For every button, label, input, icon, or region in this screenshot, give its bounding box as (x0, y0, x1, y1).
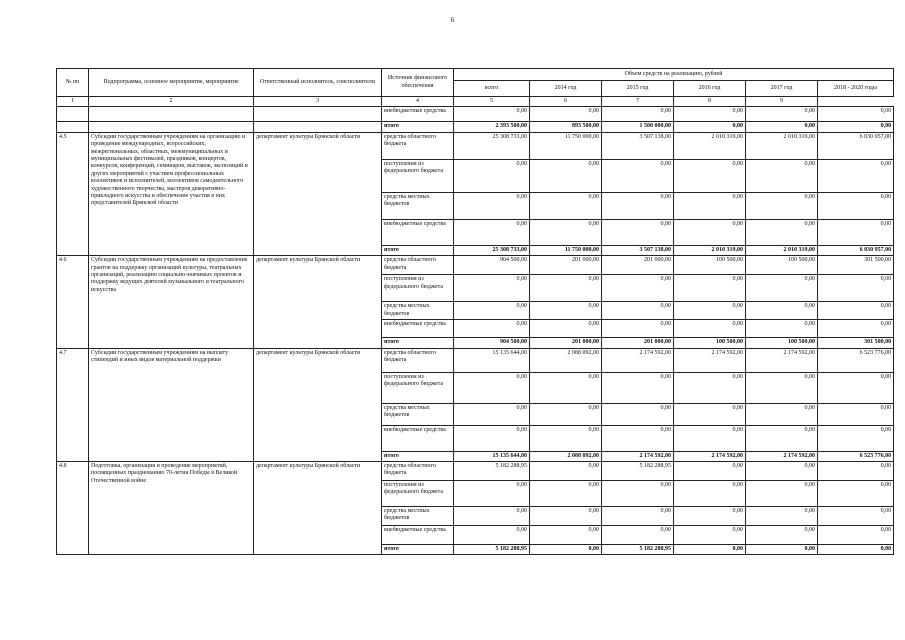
value-cell: 0,00 (454, 192, 530, 219)
value-cell: 0,00 (530, 462, 602, 481)
value-cell: 0,00 (530, 219, 602, 245)
table-row (57, 132, 894, 159)
item-executor: департамент культуры Брянской области (254, 256, 382, 348)
value-cell: 0,00 (454, 159, 530, 192)
value-cell: 0,00 (818, 302, 894, 320)
value-cell: 0,00 (818, 545, 894, 555)
value-cell: 0,00 (602, 372, 674, 403)
value-cell: 0,00 (530, 275, 602, 302)
value-cell: 6 523 776,00 (818, 451, 894, 461)
value-cell: 3 507 138,00 (602, 245, 674, 255)
item-number: 4.7 (57, 348, 89, 461)
value-cell: 5 182 288,95 (454, 462, 530, 481)
value-cell: 0,00 (454, 507, 530, 526)
value-cell: 2 088 092,00 (530, 348, 602, 372)
value-cell: 0,00 (602, 275, 674, 302)
value-cell: 0,00 (746, 481, 818, 507)
index-cell: 3 (254, 97, 382, 107)
value-cell: 0,00 (818, 320, 894, 338)
header-exec: Ответственный исполнитель, соисполнители (254, 69, 382, 97)
value-cell: 0,00 (818, 275, 894, 302)
index-cell: 9 (746, 97, 818, 107)
value-cell: 5 182 288,95 (602, 545, 674, 555)
value-cell: 0,00 (530, 481, 602, 507)
index-cell: 1 (57, 97, 89, 107)
value-cell: 0,00 (602, 219, 674, 245)
header-num: № пп (57, 69, 89, 97)
source-cell: средства областного бюджета (382, 348, 454, 372)
value-cell: 0,00 (818, 526, 894, 545)
value-cell: 301 500,00 (818, 256, 894, 275)
value-cell: 0,00 (454, 481, 530, 507)
table-row (57, 256, 894, 275)
value-cell: 2 088 092,00 (530, 451, 602, 461)
header-volume: Объем средств на реализацию, рублей (454, 69, 894, 81)
value-cell: 1 500 000,00 (602, 122, 674, 132)
item-name: Субсидии государственным учреждениям на организацию и проведение международных, всероссийских, межрегиональных, областных, межмуниципальных и муниципальных фестивалей, праздников, концертов, конкурсов, конференций, семинаров, выставок, экспозиций и других мероприятий с участием профессиональных коллективов и исполнителей, коллективов самодеятельного художественного творчества, мастеров декоративно-прикладного искусства и обеспечение участия в них представителей Брянской области (89, 132, 254, 255)
value-cell: 0,00 (818, 192, 894, 219)
value-cell: 201 000,00 (602, 256, 674, 275)
value-cell: 2 393 500,00 (454, 122, 530, 132)
value-cell: 0,00 (530, 107, 602, 122)
value-cell: 0,00 (818, 403, 894, 425)
value-cell: 0,00 (602, 403, 674, 425)
value-cell: 15 135 644,00 (454, 451, 530, 461)
index-cell: 2 (89, 97, 254, 107)
value-cell: 100 500,00 (674, 256, 746, 275)
value-cell: 0,00 (454, 425, 530, 451)
source-cell: средства местных бюджетов (382, 302, 454, 320)
index-cell: 5 (454, 97, 530, 107)
value-cell: 0,00 (746, 425, 818, 451)
value-cell: 0,00 (674, 462, 746, 481)
source-cell: поступления из федерального бюджета (382, 159, 454, 192)
value-cell: 2 174 592,00 (602, 451, 674, 461)
value-cell: 0,00 (818, 107, 894, 122)
value-cell: 0,00 (818, 507, 894, 526)
source-cell: итого (382, 245, 454, 255)
source-cell: внебюджетные средства (382, 219, 454, 245)
budget-table (56, 68, 894, 555)
value-cell: 0,00 (602, 192, 674, 219)
value-cell: 11 750 000,00 (530, 245, 602, 255)
value-cell: 0,00 (746, 545, 818, 555)
source-cell: поступления из федерального бюджета (382, 481, 454, 507)
value-cell: 0,00 (454, 320, 530, 338)
value-cell: 0,00 (454, 219, 530, 245)
value-cell: 0,00 (818, 372, 894, 403)
header-2017: 2017 год (746, 81, 818, 97)
value-cell: 100 500,00 (674, 338, 746, 348)
value-cell: 201 000,00 (602, 338, 674, 348)
value-cell: 0,00 (746, 507, 818, 526)
value-cell: 0,00 (674, 159, 746, 192)
value-cell: 0,00 (454, 275, 530, 302)
value-cell: 0,00 (674, 526, 746, 545)
source-cell: средства областного бюджета (382, 256, 454, 275)
header-2015: 2015 год (602, 81, 674, 97)
value-cell: 0,00 (530, 192, 602, 219)
value-cell: 0,00 (530, 159, 602, 192)
value-cell: 0,00 (674, 403, 746, 425)
value-cell: 201 000,00 (530, 256, 602, 275)
value-cell: 0,00 (746, 302, 818, 320)
value-cell: 0,00 (530, 545, 602, 555)
item-name: Субсидии государственным учреждениям на предоставление грантов на поддержку организаций культуры, театральных организаций, реализацию социально-значимых проектов и поддержку ведущих деятелей музыкального и театрального искусства (89, 256, 254, 348)
index-cell: 6 (530, 97, 602, 107)
value-cell: 0,00 (530, 302, 602, 320)
value-cell: 0,00 (530, 425, 602, 451)
value-cell: 0,00 (746, 192, 818, 219)
index-row (57, 97, 894, 107)
source-cell: внебюджетные средства (382, 425, 454, 451)
value-cell: 2 010 319,00 (746, 245, 818, 255)
value-cell: 0,00 (746, 107, 818, 122)
table-row (57, 107, 894, 122)
value-cell: 2 010 319,00 (746, 132, 818, 159)
value-cell: 0,00 (746, 403, 818, 425)
value-cell: 100 500,00 (746, 256, 818, 275)
index-cell: 8 (674, 97, 746, 107)
header-2016: 2016 год (674, 81, 746, 97)
value-cell: 2 010 319,00 (674, 132, 746, 159)
value-cell: 0,00 (530, 403, 602, 425)
header-total: всего (454, 81, 530, 97)
source-cell: средства местных бюджетов (382, 507, 454, 526)
value-cell: 2 174 592,00 (746, 451, 818, 461)
value-cell: 0,00 (674, 320, 746, 338)
value-cell: 904 500,00 (454, 256, 530, 275)
item-name: Подготовка, организация и проведение мероприятий, посвященных празднованию 70-летия Победы в Великой Отечественной войне (89, 462, 254, 555)
item-number: 4.5 (57, 132, 89, 255)
value-cell: 0,00 (818, 425, 894, 451)
item-number: 4.8 (57, 462, 89, 555)
item-name: Субсидии государственным учреждениям на выплату стипендий и иных видов материальной поддержки (89, 348, 254, 461)
value-cell: 15 135 644,00 (454, 348, 530, 372)
header-source: Источник финансового обеспечения (382, 69, 454, 97)
source-cell: поступления из федерального бюджета (382, 275, 454, 302)
source-cell: итого (382, 338, 454, 348)
value-cell: 6 030 957,00 (818, 245, 894, 255)
value-cell: 0,00 (602, 302, 674, 320)
value-cell: 0,00 (818, 122, 894, 132)
table-row (57, 462, 894, 481)
item-executor: департамент культуры Брянской области (254, 132, 382, 255)
source-cell: итого (382, 451, 454, 461)
source-cell: итого (382, 545, 454, 555)
value-cell: 2 174 592,00 (674, 451, 746, 461)
source-cell: поступления из федерального бюджета (382, 372, 454, 403)
source-cell: внебюджетные средства (382, 320, 454, 338)
value-cell: 5 182 288,95 (454, 545, 530, 555)
value-cell: 0,00 (674, 425, 746, 451)
table-row (57, 348, 894, 372)
source-cell: средства местных бюджетов (382, 192, 454, 219)
source-cell: внебюджетные средства (382, 107, 454, 122)
value-cell: 0,00 (674, 545, 746, 555)
header-2014: 2014 год (530, 81, 602, 97)
value-cell: 0,00 (818, 219, 894, 245)
value-cell: 0,00 (746, 219, 818, 245)
value-cell: 0,00 (602, 425, 674, 451)
value-cell: 0,00 (530, 320, 602, 338)
value-cell: 0,00 (602, 507, 674, 526)
value-cell: 0,00 (602, 159, 674, 192)
value-cell: 301 500,00 (818, 338, 894, 348)
value-cell: 0,00 (674, 192, 746, 219)
value-cell: 0,00 (674, 302, 746, 320)
item-executor: департамент культуры Брянской области (254, 348, 382, 461)
value-cell: 0,00 (746, 122, 818, 132)
source-cell: итого (382, 122, 454, 132)
value-cell: 0,00 (818, 159, 894, 192)
value-cell: 0,00 (746, 275, 818, 302)
value-cell: 0,00 (746, 526, 818, 545)
value-cell: 0,00 (602, 526, 674, 545)
value-cell: 2 174 592,00 (602, 348, 674, 372)
value-cell: 25 308 733,00 (454, 132, 530, 159)
value-cell: 0,00 (602, 107, 674, 122)
value-cell: 0,00 (454, 372, 530, 403)
value-cell: 0,00 (818, 462, 894, 481)
value-cell: 0,00 (818, 481, 894, 507)
value-cell: 0,00 (674, 122, 746, 132)
value-cell: 201 000,00 (530, 338, 602, 348)
source-cell: средства областного бюджета (382, 132, 454, 159)
index-cell: 7 (602, 97, 674, 107)
value-cell: 6 523 776,00 (818, 348, 894, 372)
value-cell: 0,00 (454, 403, 530, 425)
value-cell: 0,00 (530, 526, 602, 545)
value-cell: 0,00 (674, 507, 746, 526)
item-number: 4.6 (57, 256, 89, 348)
value-cell: 25 308 733,00 (454, 245, 530, 255)
value-cell: 0,00 (602, 320, 674, 338)
value-cell: 3 507 138,00 (602, 132, 674, 159)
value-cell: 0,00 (674, 372, 746, 403)
value-cell: 904 500,00 (454, 338, 530, 348)
value-cell: 893 500,00 (530, 122, 602, 132)
value-cell: 11 750 000,00 (530, 132, 602, 159)
value-cell: 2 174 592,00 (674, 348, 746, 372)
value-cell: 0,00 (602, 481, 674, 507)
value-cell: 0,00 (674, 481, 746, 507)
page-number: 6 (450, 16, 455, 24)
source-cell: средства местных бюджетов (382, 403, 454, 425)
total-row (57, 122, 894, 132)
value-cell: 0,00 (746, 372, 818, 403)
source-cell: средства областного бюджета (382, 462, 454, 481)
value-cell: 0,00 (674, 275, 746, 302)
item-executor: департамент культуры Брянской области (254, 462, 382, 555)
value-cell: 0,00 (454, 526, 530, 545)
value-cell: 0,00 (674, 107, 746, 122)
value-cell: 5 182 288,95 (602, 462, 674, 481)
value-cell: 0,00 (746, 462, 818, 481)
value-cell: 100 500,00 (746, 338, 818, 348)
value-cell: 0,00 (454, 302, 530, 320)
index-cell: 4 (382, 97, 454, 107)
header-2018-2020: 2018 - 2020 годы (818, 81, 894, 97)
source-cell: внебюджетные средства (382, 526, 454, 545)
value-cell: 0,00 (530, 372, 602, 403)
header-name: Подпрограмма, основное мероприятие, мероприятие (89, 69, 254, 97)
value-cell: 0,00 (674, 219, 746, 245)
value-cell: 6 030 957,00 (818, 132, 894, 159)
value-cell: 0,00 (454, 107, 530, 122)
value-cell: 0,00 (746, 159, 818, 192)
value-cell: 0,00 (746, 320, 818, 338)
value-cell: 0,00 (530, 507, 602, 526)
value-cell: 2 010 319,00 (674, 245, 746, 255)
value-cell: 2 174 592,00 (746, 348, 818, 372)
